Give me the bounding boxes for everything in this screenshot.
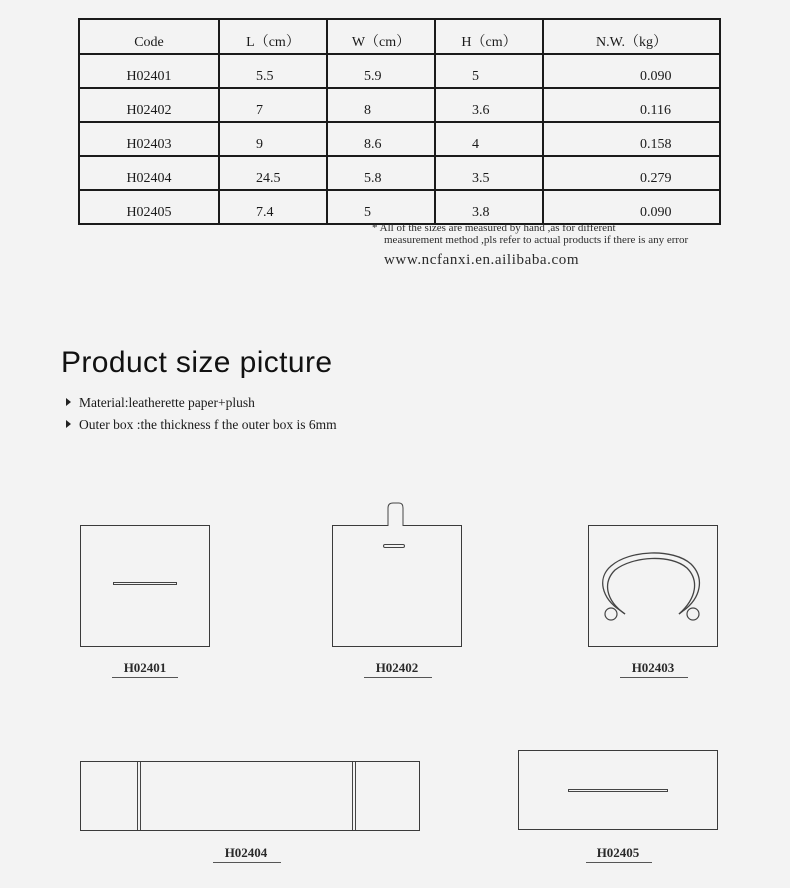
product-h02403-drawing — [588, 525, 718, 647]
table-header-row — [79, 19, 720, 54]
column-header-length: L（cm） — [219, 19, 327, 54]
bullet-text: Material:leatherette paper+plush — [79, 395, 255, 410]
column-header-code: Code — [79, 19, 219, 54]
bullet-item — [66, 395, 255, 411]
cell-width: 8.6 — [327, 122, 435, 156]
product-h02402-drawing — [332, 525, 462, 647]
cell-code: H02404 — [79, 156, 219, 190]
product-code-label: H02403 — [631, 660, 675, 675]
slot-icon — [383, 544, 405, 548]
cell-net-weight: 0.090 — [543, 54, 720, 88]
table-row — [79, 54, 720, 88]
table-row — [79, 88, 720, 122]
column-header-height: H（cm） — [435, 19, 543, 54]
spec-table — [78, 18, 721, 225]
product-h02404-drawing — [80, 761, 420, 831]
cell-height: 4 — [435, 122, 543, 156]
divider-line — [352, 762, 356, 830]
column-header-net-weight: N.W.（kg） — [543, 19, 720, 54]
bullet-item — [66, 417, 337, 433]
product-code-label: H02401 — [123, 660, 167, 675]
tab-tag-icon — [382, 500, 412, 528]
cell-height: 5 — [435, 54, 543, 88]
label-underline — [364, 677, 432, 678]
label-underline — [112, 677, 178, 678]
cell-width: 5 — [327, 190, 435, 224]
label-underline — [586, 862, 652, 863]
cell-width: 5.8 — [327, 156, 435, 190]
cell-code: H02403 — [79, 122, 219, 156]
divider-line — [137, 762, 141, 830]
triangle-bullet-icon — [66, 398, 71, 406]
cell-code: H02402 — [79, 88, 219, 122]
section-title: Product size picture — [61, 346, 333, 379]
product-code-label: H02405 — [596, 845, 640, 860]
product-h02405-drawing — [518, 750, 718, 830]
cell-height: 3.8 — [435, 190, 543, 224]
cell-width: 8 — [327, 88, 435, 122]
note-line-1: * All of the sizes are measured by hand ,as for different — [372, 222, 616, 234]
cell-net-weight: 0.279 — [543, 156, 720, 190]
column-header-width: W（cm） — [327, 19, 435, 54]
cell-net-weight: 0.116 — [543, 88, 720, 122]
slot-icon — [568, 789, 668, 792]
triangle-bullet-icon — [66, 420, 71, 428]
cell-net-weight: 0.158 — [543, 122, 720, 156]
cell-code: H02401 — [79, 54, 219, 88]
slot-icon — [113, 582, 177, 585]
table-row — [79, 122, 720, 156]
cell-code: H02405 — [79, 190, 219, 224]
bullet-text: Outer box :the thickness f the outer box is 6mm — [79, 417, 337, 432]
note-line-2: measurement method ,pls refer to actual products if there is any error — [384, 234, 689, 246]
cell-length: 24.5 — [219, 156, 327, 190]
cell-net-weight: 0.090 — [543, 190, 720, 224]
product-code-label: H02402 — [375, 660, 419, 675]
product-code-label: H02404 — [224, 845, 268, 860]
measurement-note — [372, 222, 688, 246]
bangle-bracelet-icon — [589, 526, 717, 646]
cell-height: 3.5 — [435, 156, 543, 190]
cell-length: 5.5 — [219, 54, 327, 88]
table-row — [79, 190, 720, 224]
label-underline — [620, 677, 688, 678]
cell-height: 3.6 — [435, 88, 543, 122]
cell-length: 7.4 — [219, 190, 327, 224]
product-h02401-drawing — [80, 525, 210, 647]
label-underline — [213, 862, 281, 863]
cell-length: 7 — [219, 88, 327, 122]
cell-width: 5.9 — [327, 54, 435, 88]
table-row — [79, 156, 720, 190]
website-url: www.ncfanxi.en.ailibaba.com — [384, 252, 580, 268]
cell-length: 9 — [219, 122, 327, 156]
